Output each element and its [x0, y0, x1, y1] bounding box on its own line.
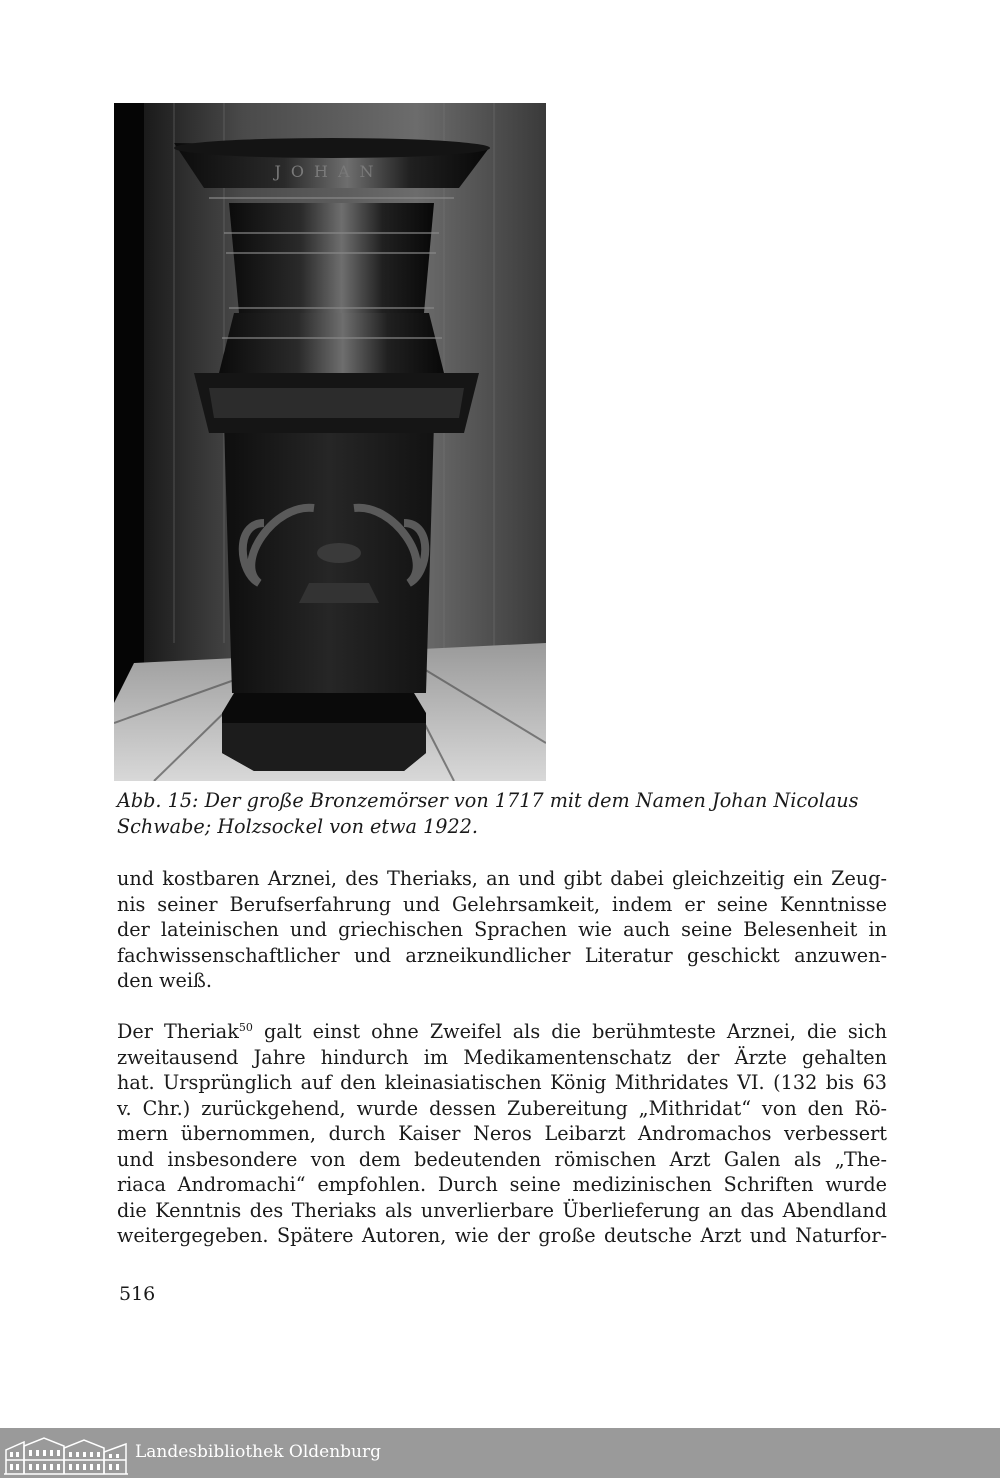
text-line: nis seiner Berufserfahrung und Gelehrsamkeit, indem er seine Kenntnisse [117, 892, 887, 916]
library-building-icon [4, 1432, 128, 1476]
text-line: die Kenntnis des Theriaks als unverlierbare Überlieferung an das Abendland [117, 1198, 887, 1222]
text-line: den weiß. [117, 969, 212, 992]
body-paragraph-1 [117, 866, 887, 994]
footnote-marker[interactable]: 50 [238, 1021, 253, 1034]
text-fragment: Der Theriak [117, 1020, 239, 1043]
mortar-photo [114, 103, 546, 781]
caption-line: Schwabe; Holzsockel von etwa 1922. [117, 815, 479, 838]
text-line: v. Chr.) zurückgehend, wurde dessen Zubereitung „Mithridat“ von den Rö- [117, 1096, 887, 1120]
library-footer-bar [0, 1428, 1000, 1478]
text-line: riaca Andromachi“ empfohlen. Durch seine medizinischen Schriften wurde [117, 1173, 887, 1196]
text-line: hat. Ursprünglich auf den kleinasiatischen König Mithridates VI. (132 bis 63 [117, 1071, 887, 1094]
text-line: zweitausend Jahre hindurch im Medikamentenschatz der Ärzte gehalten [117, 1045, 887, 1069]
text-line: mern übernommen, durch Kaiser Neros Leibarzt Andromachos verbessert [117, 1122, 887, 1145]
text-line: fachwissenschaftlicher und arzneikundlicher Literatur geschickt anzuwen- [117, 943, 887, 967]
caption-line: Abb. 15: Der große Bronzemörser von 1717 mit dem Namen Johan Nicolaus [117, 789, 859, 812]
mortar-engraving: JOHAN [274, 162, 384, 181]
body-paragraph-2 [117, 1019, 887, 1249]
text-line: und kostbaren Arznei, des Theriaks, an und gibt dabei gleichzeitig ein Zeug- [117, 867, 887, 890]
library-name[interactable]: Landesbibliothek Oldenburg [135, 1442, 382, 1462]
figure-caption [117, 788, 887, 840]
text-line [117, 1019, 887, 1045]
text-fragment: galt einst ohne Zweifel als die berühmteste Arznei, die sich [252, 1020, 887, 1043]
text-line: weitergegeben. Spätere Autoren, wie der große deutsche Arzt und Naturfor- [117, 1224, 887, 1247]
page-number: 516 [119, 1283, 156, 1305]
text-line: der lateinischen und griechischen Sprachen wie auch seine Belesenheit in [117, 918, 887, 941]
text-line: und insbesondere von dem bedeutenden römischen Arzt Galen als „The- [117, 1147, 887, 1171]
